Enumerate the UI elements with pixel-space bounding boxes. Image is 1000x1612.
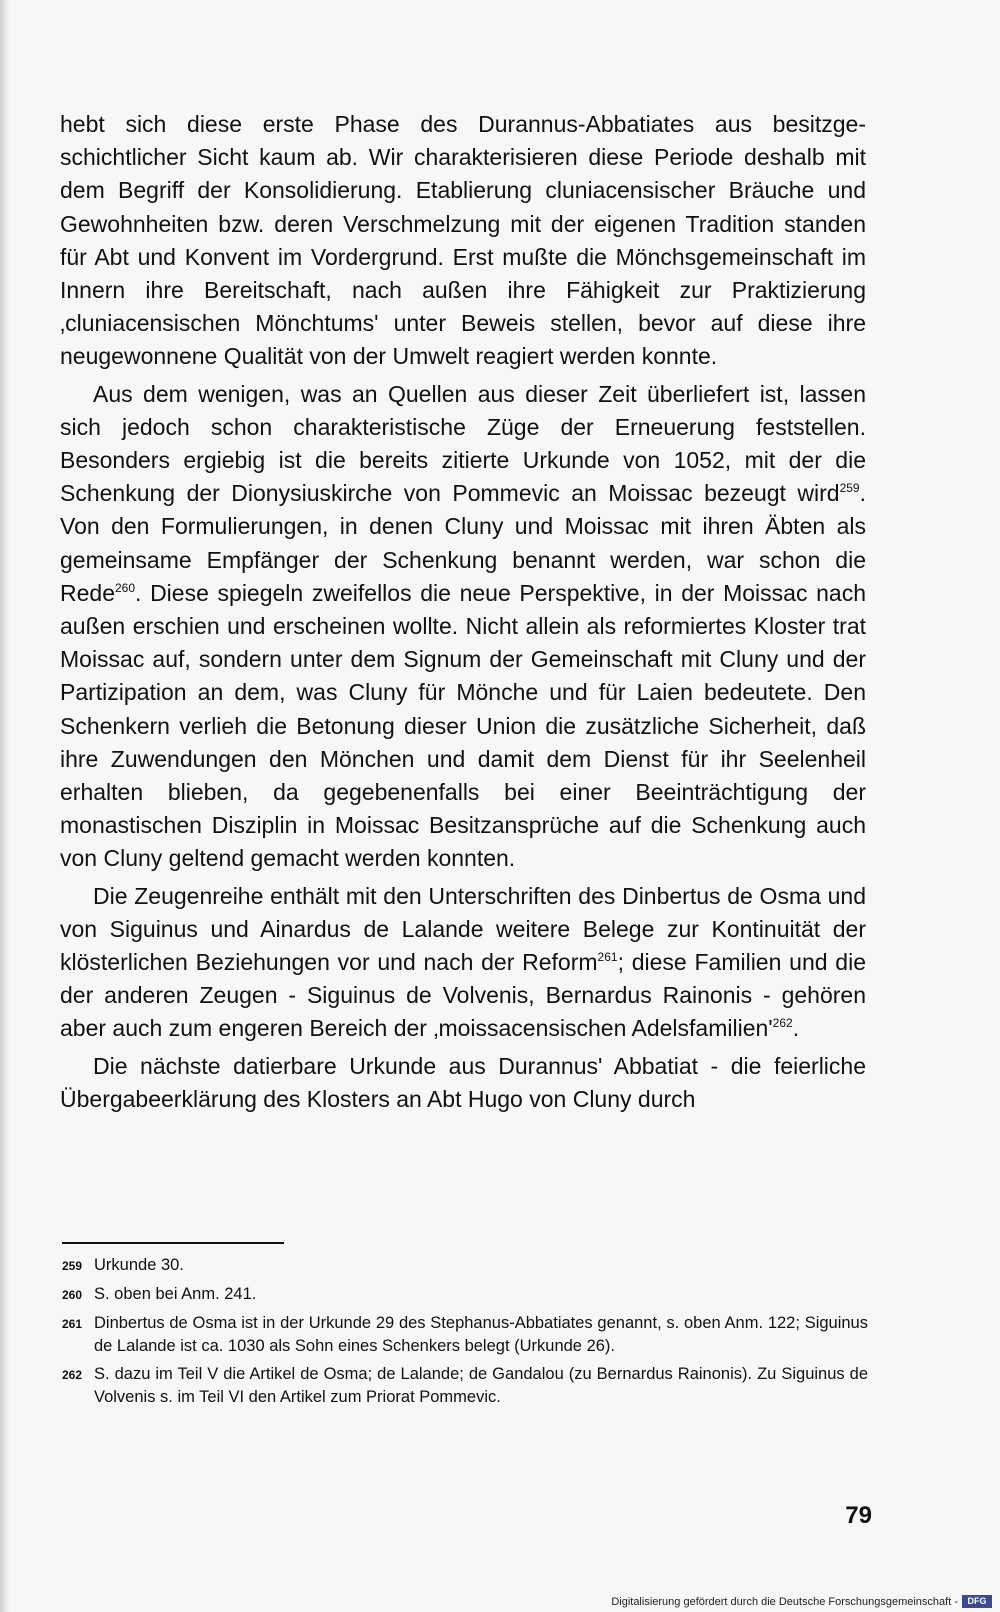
paragraph-3-text-b: ; diese Familien und die der anderen Zeugen - Siguinus de Volvenis, Bernardus Rainonis - gehören aber auch zum engeren Bereich der ‚moissacensischen Adelsfamilien'	[60, 949, 866, 1042]
paragraph-2	[60, 378, 866, 876]
credit-text: Digitalisierung gefördert durch die Deutsche Forschungsgemeinschaft -	[611, 1595, 958, 1608]
paragraph-2-text-b: . Von den Formulierungen, in denen Cluny und Moissac mit ihren Äbten als gemeinsame Empfänger der Schenkung benannt werden, war schon die Rede	[60, 480, 866, 606]
footnote-number: 260	[62, 1288, 83, 1302]
footnote-ref-259[interactable]: 259	[839, 481, 860, 496]
footnote-text: Dinbertus de Osma ist in der Urkunde 29 des Stephanus-Abbatiates genannt, s. oben Anm. 122; Siguinus de Lalande ist ca. 1030 als Sohn eines Schenkers belegt (Urkunde 26).	[94, 1314, 868, 1355]
page-number: 79	[845, 1502, 872, 1529]
footnote-number: 259	[62, 1259, 83, 1273]
paragraph-2-text-c: . Diese spiegeln zweifellos die neue Perspektive, in der Moissac nach außen erschien und erscheinen wollte. Nicht allein als reformiertes Kloster trat Moissac auf, sondern unter dem Signum der Gemeinschaft mit Cluny und der Partizipation an dem, was Cluny für Mönche und für Laien bedeutete. Den Schenkern verlieh die Betonung dieser Union die zusätzliche Sicherheit, daß ihre Zuwendungen den Mönchen und damit dem Dienst für ihr Seelenheil erhalten blieben, da gegebenenfalls bei einer Beeinträchtigung der monastischen Disziplin in Moissac Besitzansprüche auf die Schenkung auch von Cluny geltend gemacht werden konnten.	[60, 579, 866, 872]
page-edge-shadow	[0, 0, 10, 1612]
paragraph-3-text-c: .	[792, 1015, 800, 1042]
footnote-number: 261	[62, 1317, 83, 1331]
paragraph-4: Die nächste datierbare Urkunde aus Durannus' Abbatiat - die feierliche Übergabeerklärung des Klosters an Abt Hugo von Cluny durch	[60, 1052, 866, 1112]
body-text	[60, 108, 866, 1116]
footnotes	[62, 1254, 868, 1414]
footnote-number: 262	[62, 1368, 83, 1382]
footnote-ref-262[interactable]: 262	[772, 1016, 793, 1031]
footnote	[62, 1283, 868, 1307]
footnote-ref-260[interactable]: 260	[114, 580, 136, 595]
digitization-credit	[611, 1595, 992, 1608]
footnote	[62, 1312, 868, 1358]
dfg-logo-icon[interactable]: DFG	[962, 1595, 992, 1608]
footnote-text: S. oben bei Anm. 241.	[94, 1285, 257, 1303]
paragraph-1: hebt sich diese erste Phase des Durannus-Abbatiates aus besitzge-schichtlicher Sicht kaum ab. Wir charakterisieren diese Periode deshalb mit dem Begriff der Konsolidierung. Etablierung cluniacensischer Bräuche und Gewohnheiten bzw. deren Verschmelzung mit der eigenen Tradition standen für Abt und Konvent im Vordergrund. Erst mußte die Mönchsgemeinschaft im Innern ihre Bereitschaft, nach außen ihre Fähigkeit zur Praktizierung ‚cluniacensischen Mönchtums' unter Beweis stellen, bevor auf diese ihre neugewonnene Qualität von der Umwelt reagiert werden konnte.	[60, 111, 866, 370]
footnote-divider	[62, 1242, 284, 1244]
footnote-text: Urkunde 30.	[94, 1256, 184, 1274]
footnote-text: S. dazu im Teil V die Artikel de Osma; de Lalande; de Gandalou (zu Bernardus Rainonis). Zu Siguinus de Volvenis s. im Teil VI den Artikel zum Priorat Pommevic.	[94, 1365, 868, 1406]
footnote	[62, 1254, 868, 1278]
paragraph-3	[60, 880, 866, 1046]
footnote-ref-261[interactable]: 261	[597, 950, 618, 965]
footnote	[62, 1363, 868, 1409]
paragraph-3-text-a: Die Zeugenreihe enthält mit den Unterschriften des Dinbertus de Osma und von Siguinus und Ainardus de Lalande weitere Belege zur Kontinuität der klösterlichen Beziehungen vor und nach der Reform	[60, 882, 866, 976]
paragraph-2-text-a: Aus dem wenigen, was an Quellen aus dieser Zeit überliefert ist, lassen sich jedoch schon charakteristische Züge der Erneuerung feststellen. Besonders ergiebig ist die bereits zitierte Urkunde von 1052, mit der die Schenkung der Dionysiuskirche von Pommevic an Moissac bezeugt wird	[60, 380, 866, 507]
